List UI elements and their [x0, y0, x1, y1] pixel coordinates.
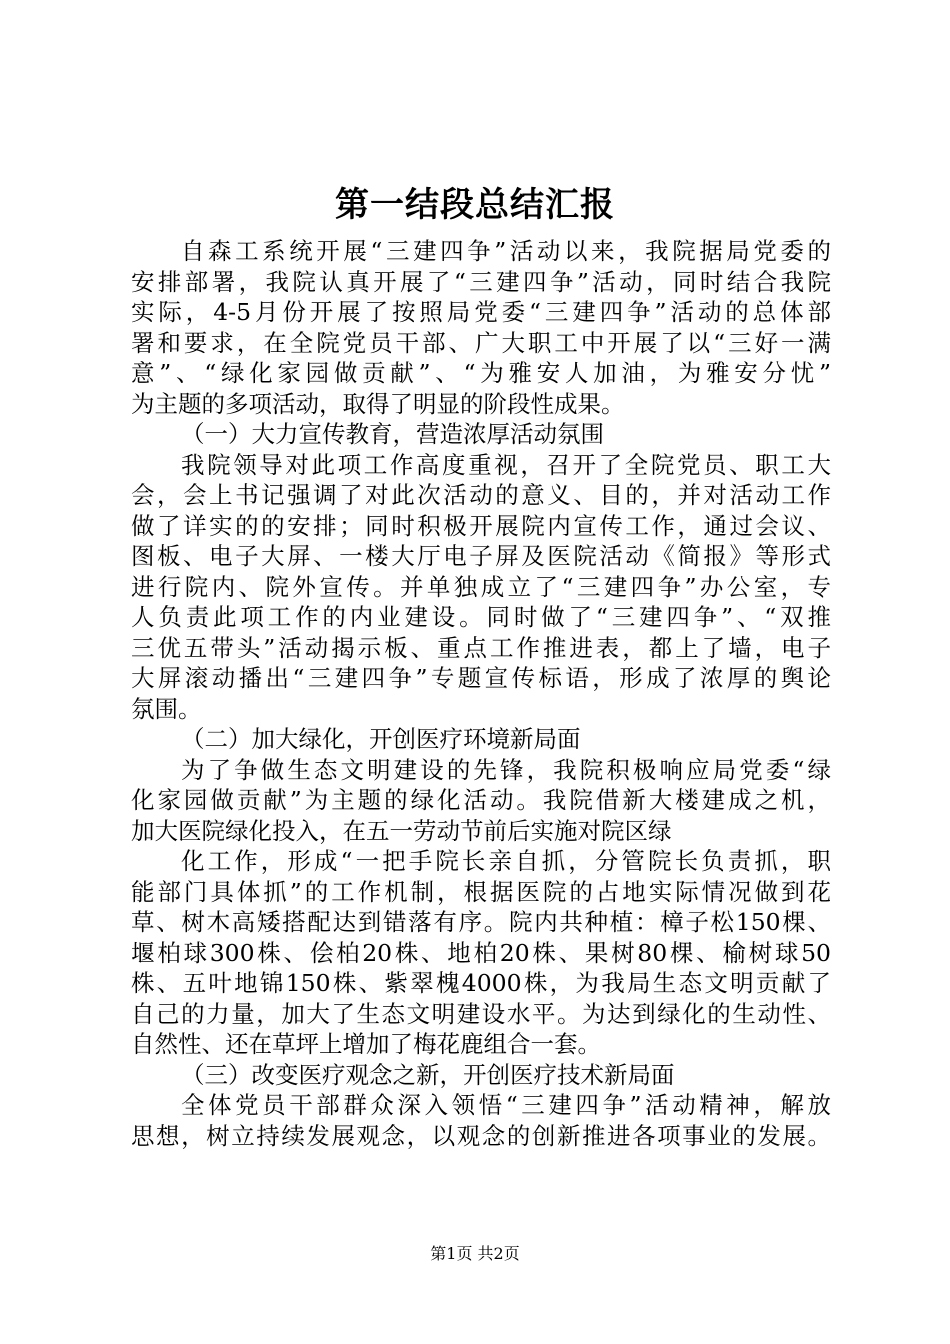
paragraph-line: 人负责此项工作的内业建设。同时做了“三建四争”、“双推: [131, 603, 831, 631]
paragraph-line: 安排部署，我院认真开展了“三建四争”活动，同时结合我院: [131, 267, 831, 296]
paragraph-line: 意”、“绿化家园做贡献”、“为雅安人加油，为雅安分忧”: [131, 359, 831, 387]
paragraph-line: 实际，4-5月份开展了按照局党委“三建四争”活动的总体部: [131, 298, 831, 326]
paragraph-line: 会，会上书记强调了对此次活动的意义、目的，并对活动工作: [131, 481, 831, 509]
document-body: [131, 236, 831, 1151]
document-title: 第一结段总结汇报: [335, 185, 615, 225]
paragraph-line: 化家园做贡献”为主题的绿化活动。我院借新大楼建成之机，: [131, 786, 831, 814]
paragraph-line: 署和要求，在全院党员干部、广大职工中开展了以“三好一满: [131, 328, 831, 357]
paragraph-line: 全体党员干部群众深入领悟“三建四争”活动精神，解放: [181, 1091, 831, 1119]
paragraph-line: 为主题的多项活动，取得了明显的阶段性成果。: [131, 389, 625, 418]
paragraph-line: 株、五叶地锦150株、紫翠槐4000株，为我局生态文明贡献了: [131, 969, 831, 997]
paragraph-line: 图板、电子大屏、一楼大厅电子屏及医院活动《简报》等形式: [131, 542, 831, 570]
paragraph-line: 大屏滚动播出“三建四争”专题宣传标语，形成了浓厚的舆论: [131, 664, 831, 692]
paragraph-line: 自己的力量，加大了生态文明建设水平。为达到绿化的生动性、: [131, 999, 831, 1028]
paragraph-line: 化工作，形成“一把手院长亲自抓，分管院长负责抓，职: [181, 847, 831, 875]
page-footer: 第1页 共2页: [430, 1244, 520, 1263]
paragraph-line: 自森工系统开展“三建四争”活动以来，我院据局党委的: [181, 237, 831, 265]
paragraph-line: 草、树木高矮搭配达到错落有序。院内共种植：樟子松150棵、: [131, 908, 831, 936]
paragraph-line: 氛围。: [131, 694, 202, 723]
section-heading: （一）大力宣传教育，营造浓厚活动氛围: [181, 420, 604, 448]
paragraph-line: 堰柏球300株、侩柏20株、地柏20株、果树80棵、榆树球50: [131, 938, 831, 967]
paragraph-line: 我院领导对此项工作高度重视，召开了全院党员、职工大: [181, 450, 831, 479]
paragraph-line: 能部门具体抓”的工作机制，根据医院的占地实际情况做到花: [131, 877, 831, 906]
paragraph-line: 进行院内、院外宣传。并单独成立了“三建四争”办公室，专: [131, 572, 831, 601]
paragraph-line: 加大医院绿化投入，在五一劳动节前后实施对院区绿: [131, 816, 672, 845]
paragraph-line: 为了争做生态文明建设的先锋，我院积极响应局党委“绿: [181, 755, 831, 784]
paragraph-line: 思想，树立持续发展观念，以观念的创新推进各项事业的发展。: [131, 1121, 831, 1150]
paragraph-line: 三优五带头”活动揭示板、重点工作推进表，都上了墙，电子: [131, 633, 831, 662]
section-heading: （三）改变医疗观念之新，开创医疗技术新局面: [181, 1060, 675, 1089]
section-heading: （二）加大绿化，开创医疗环境新局面: [181, 725, 581, 753]
paragraph-line: 自然性、还在草坪上增加了梅花鹿组合一套。: [131, 1030, 601, 1058]
paragraph-line: 做了详实的的安排；同时积极开展院内宣传工作，通过会议、: [131, 511, 831, 540]
